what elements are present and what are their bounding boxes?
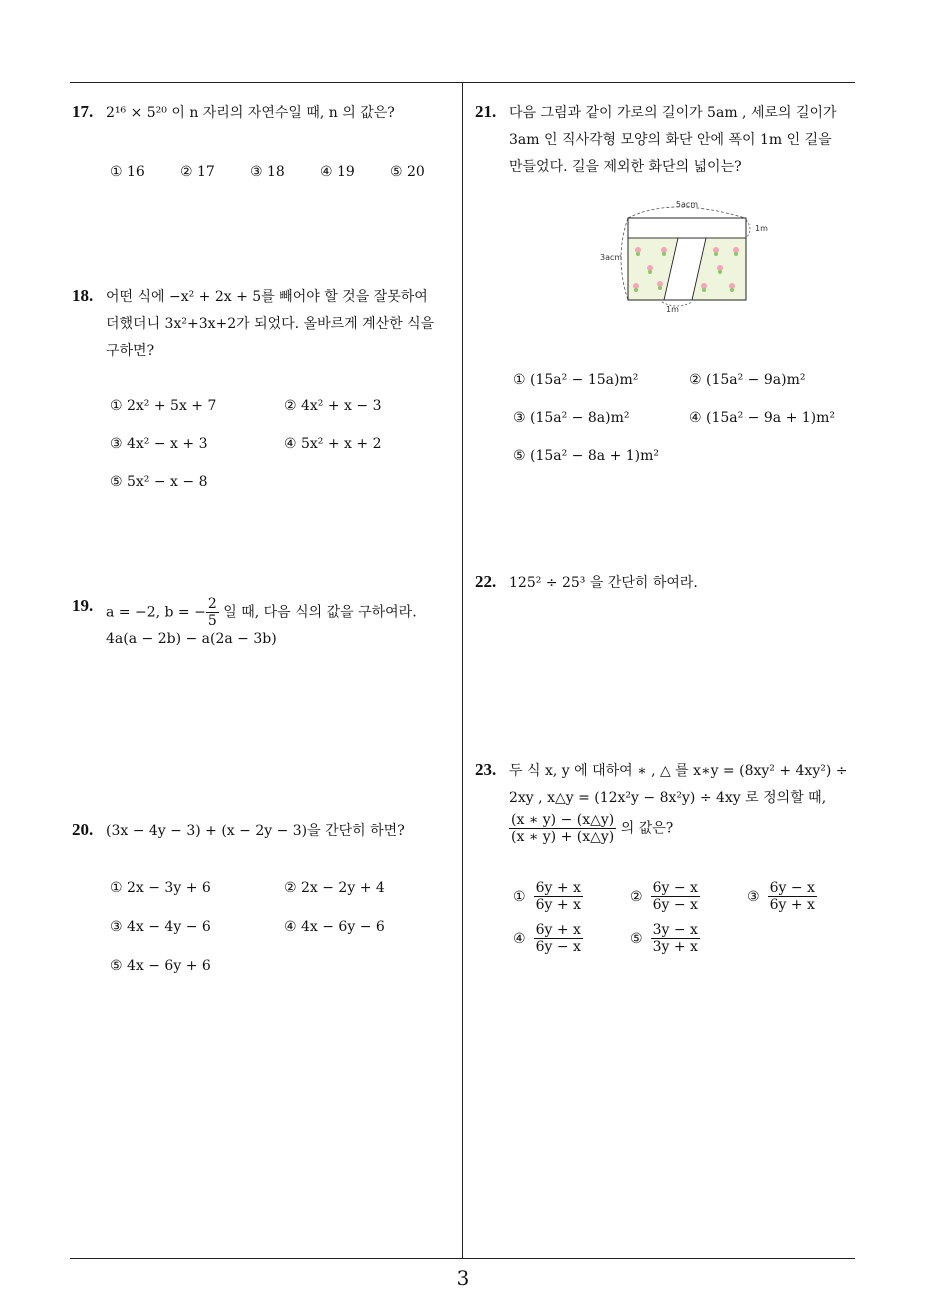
choice-mark: ⑤ (630, 930, 643, 947)
problem-stem-line-2: 3am 인 직사각형 모양의 화단 안에 폭이 1m 인 길을 (509, 132, 832, 148)
choice-1[interactable]: ① 2x − 3y + 6 (110, 880, 211, 896)
choice-mark: ① (513, 888, 526, 905)
question-text: 의 값은? (616, 820, 674, 837)
fraction-denominator: 6y − x (535, 939, 581, 955)
fraction-numerator: 6y − x (769, 880, 815, 896)
fraction-numerator: 2 (207, 596, 217, 612)
fraction-numerator: (x ∗ y) − (x△y) (511, 812, 615, 828)
fraction-numerator: 3y − x (652, 922, 698, 938)
choice-5[interactable] (630, 922, 700, 955)
column-divider (462, 82, 463, 1258)
choice-mark: ③ (747, 888, 760, 905)
problem-stem-line-2: 2xy , x△y = (12x²y − 8x²y) ÷ 4xy 로 정의할 때, (509, 790, 827, 806)
problem-stem: 125² ÷ 25³ 을 간단히 하여라. (509, 575, 698, 591)
condition-values: a = −2, b = − (106, 604, 206, 621)
page-number: 3 (456, 1266, 470, 1290)
choice-fraction (651, 922, 700, 955)
choice-3[interactable]: ③ (15a² − 8a)m² (513, 410, 630, 426)
fraction-denominator: (x ∗ y) + (x△y) (511, 829, 615, 845)
choice-mark: ② (630, 888, 643, 905)
problem-stem-line-1: 다음 그림과 같이 가로의 길이가 5am , 세로의 길이가 (509, 105, 837, 121)
horizontal-path (628, 218, 746, 238)
problem-stem: (3x − 4y − 3) + (x − 2y − 3)을 간단히 하면? (106, 823, 405, 839)
flowerbed-figure (592, 194, 782, 320)
problem-stem: 2¹⁶ × 5²⁰ 이 n 자리의 자연수일 때, n 의 값은? (106, 105, 395, 121)
choice-5[interactable]: ⑤ (15a² − 8a + 1)m² (513, 448, 660, 464)
choice-4[interactable]: ④ 19 (320, 164, 355, 180)
top-dimension-label: 5acm (675, 200, 699, 209)
choice-1[interactable]: ① 16 (110, 164, 145, 180)
fraction-numerator: 6y − x (652, 880, 698, 896)
fraction-denominator: 6y + x (535, 897, 581, 913)
choice-3[interactable] (747, 880, 817, 913)
choice-5[interactable]: ⑤ 4x − 6y + 6 (110, 958, 211, 974)
fraction-denominator: 5 (207, 613, 217, 629)
choice-4[interactable] (513, 922, 583, 955)
problem-number: 18. (72, 286, 94, 305)
choice-1[interactable] (513, 880, 583, 913)
choice-fraction (534, 880, 583, 913)
problem-stem-line-1: 두 식 x, y 에 대하여 ∗ , △ 를 x∗y = (8xy² + 4xy²) ÷ (509, 763, 848, 779)
fraction-numerator: 6y + x (535, 922, 581, 938)
choice-4[interactable]: ④ 4x − 6y − 6 (284, 919, 385, 935)
fraction-numerator: 6y + x (535, 880, 581, 896)
problem-condition (106, 596, 417, 629)
choice-5[interactable]: ⑤ 20 (390, 164, 425, 180)
problem-stem-line-3: 구하면? (106, 343, 155, 359)
choice-mark: ④ (513, 930, 526, 947)
right-dimension-arc (746, 220, 750, 238)
choice-3[interactable]: ③ 4x² − x + 3 (110, 436, 208, 452)
choice-fraction (768, 880, 817, 913)
condition-text: 일 때, 다음 식의 값을 구하여라. (218, 604, 417, 621)
problem-stem-line-1: 어떤 식에 −x² + 2x + 5를 빼어야 할 것을 잘못하여 (106, 289, 428, 305)
bottom-rule (70, 1258, 855, 1259)
choice-4[interactable]: ④ 5x² + x + 2 (284, 436, 382, 452)
problem-stem-line-2: 더했더니 3x²+3x+2가 되었다. 올바르게 계산한 식을 (106, 316, 435, 332)
choice-1[interactable]: ① (15a² − 15a)m² (513, 372, 639, 388)
choice-2[interactable]: ② 2x − 2y + 4 (284, 880, 385, 896)
choice-fraction (651, 880, 700, 913)
problem-expression: 4a(a − 2b) − a(2a − 3b) (106, 631, 277, 647)
problem-stem-line-3 (509, 812, 673, 845)
fraction-b (206, 596, 219, 629)
bottom-dimension-label: 1m (666, 305, 679, 314)
problem-number: 17. (72, 102, 94, 121)
choice-3[interactable]: ③ 18 (250, 164, 285, 180)
choice-2[interactable]: ② 17 (180, 164, 215, 180)
right-dimension-label: 1m (755, 224, 768, 233)
problem-number: 20. (72, 820, 94, 839)
fraction-denominator: 3y + x (652, 939, 698, 955)
problem-number: 21. (475, 102, 497, 121)
choice-2[interactable]: ② 4x² + x − 3 (284, 398, 382, 414)
problem-number: 19. (72, 596, 94, 615)
problem-stem-line-3: 만들었다. 길을 제외한 화단의 넓이는? (509, 159, 742, 175)
choice-2[interactable]: ② (15a² − 9a)m² (689, 372, 806, 388)
choice-1[interactable]: ① 2x² + 5x + 7 (110, 398, 217, 414)
problem-number: 23. (475, 760, 497, 779)
main-fraction (509, 812, 616, 845)
choice-3[interactable]: ③ 4x − 4y − 6 (110, 919, 211, 935)
choice-4[interactable]: ④ (15a² − 9a + 1)m² (689, 410, 836, 426)
choice-5[interactable]: ⑤ 5x² − x − 8 (110, 474, 208, 490)
fraction-denominator: 6y + x (769, 897, 815, 913)
problem-number: 22. (475, 572, 497, 591)
choice-fraction (534, 922, 583, 955)
left-dimension-label: 3acm (600, 253, 623, 262)
fraction-denominator: 6y − x (652, 897, 698, 913)
choice-2[interactable] (630, 880, 700, 913)
